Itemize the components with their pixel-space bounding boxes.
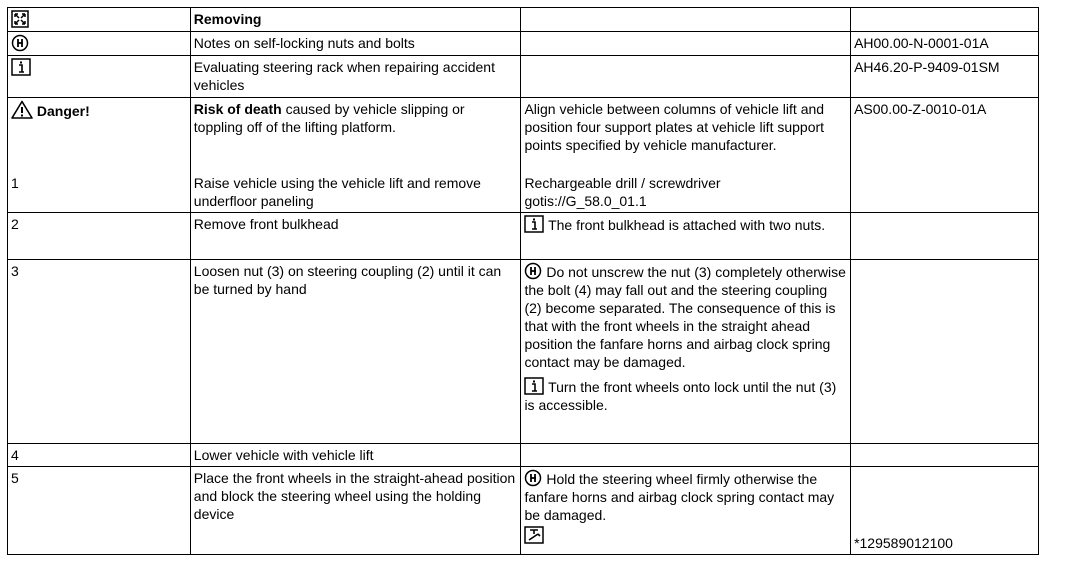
danger-text: caused by vehicle slipping or toppling off of the lifting platform. bbox=[193, 101, 465, 135]
info-icon bbox=[524, 377, 544, 395]
table-row bbox=[8, 443, 1039, 466]
info-icon bbox=[524, 215, 544, 233]
procedure-table bbox=[7, 7, 1039, 555]
step-number: 3 bbox=[8, 259, 191, 443]
reference-link[interactable]: AH00.00-N-0001-01A bbox=[851, 32, 1039, 56]
danger-label: Danger! bbox=[36, 103, 90, 119]
table-row bbox=[8, 8, 1039, 32]
caution-icon bbox=[524, 262, 542, 280]
part-number[interactable]: *129589012100 bbox=[851, 466, 1039, 554]
table-row bbox=[8, 172, 1039, 213]
table-row bbox=[8, 98, 1039, 172]
procedure-icon bbox=[11, 10, 29, 28]
row-action: Remove front bulkhead bbox=[190, 212, 521, 259]
caution-note: Do not unscrew the nut (3) completely otherwise the bolt (4) may fall out and the steering coupling (2) become separated. The consequence of this is that with the front wheels in the straight ahead position the fanfare horns and airbag clock spring contact may be damaged. bbox=[524, 263, 846, 370]
table-row bbox=[8, 56, 1039, 98]
step-number: 4 bbox=[8, 443, 191, 466]
row-action: Lower vehicle with vehicle lift bbox=[190, 443, 521, 466]
caution-icon bbox=[524, 469, 542, 487]
tool-name: Rechargeable drill / screwdriver bbox=[524, 174, 721, 191]
step-number: 2 bbox=[8, 212, 191, 259]
step-number: 5 bbox=[8, 466, 191, 554]
row-action: Loosen nut (3) on steering coupling (2) until it can be turned by hand bbox=[190, 259, 521, 443]
table-row bbox=[8, 259, 1039, 443]
tool-link[interactable]: gotis://G_58.0_01.1 bbox=[524, 192, 647, 209]
info-icon bbox=[11, 58, 31, 76]
info-note: Turn the front wheels onto lock until the nut (3) is accessible. bbox=[524, 378, 837, 413]
row-action: Place the front wheels in the straight-ahead position and block the steering wheel using the holding device bbox=[190, 466, 521, 554]
danger-title: Risk of death bbox=[193, 101, 282, 117]
reference-link[interactable]: AS00.00-Z-0010-01A bbox=[851, 98, 1039, 172]
table-row bbox=[8, 32, 1039, 56]
row-notes: Align vehicle between columns of vehicle lift and position four support plates at vehicle lift support points specified by vehicle manufacturer. bbox=[521, 98, 851, 172]
row-action: Evaluating steering rack when repairing accident vehicles bbox=[190, 56, 521, 98]
table-row bbox=[8, 212, 1039, 259]
row-action: Notes on self-locking nuts and bolts bbox=[190, 32, 521, 56]
row-action: Raise vehicle using the vehicle lift and remove underfloor paneling bbox=[190, 172, 521, 213]
table-row bbox=[8, 466, 1039, 554]
row-notes: The front bulkhead is attached with two nuts. bbox=[548, 216, 826, 233]
section-title: Removing bbox=[190, 8, 521, 32]
caution-icon bbox=[11, 34, 29, 52]
step-number: 1 bbox=[8, 172, 191, 213]
warning-icon bbox=[11, 100, 33, 119]
special-tool-icon[interactable] bbox=[524, 526, 544, 544]
icon-cell bbox=[8, 8, 191, 32]
caution-note: Hold the steering wheel firmly otherwise the fanfare horns and airbag clock spring contact may be damaged. bbox=[524, 470, 835, 523]
reference-link[interactable]: AH46.20-P-9409-01SM bbox=[851, 56, 1039, 98]
